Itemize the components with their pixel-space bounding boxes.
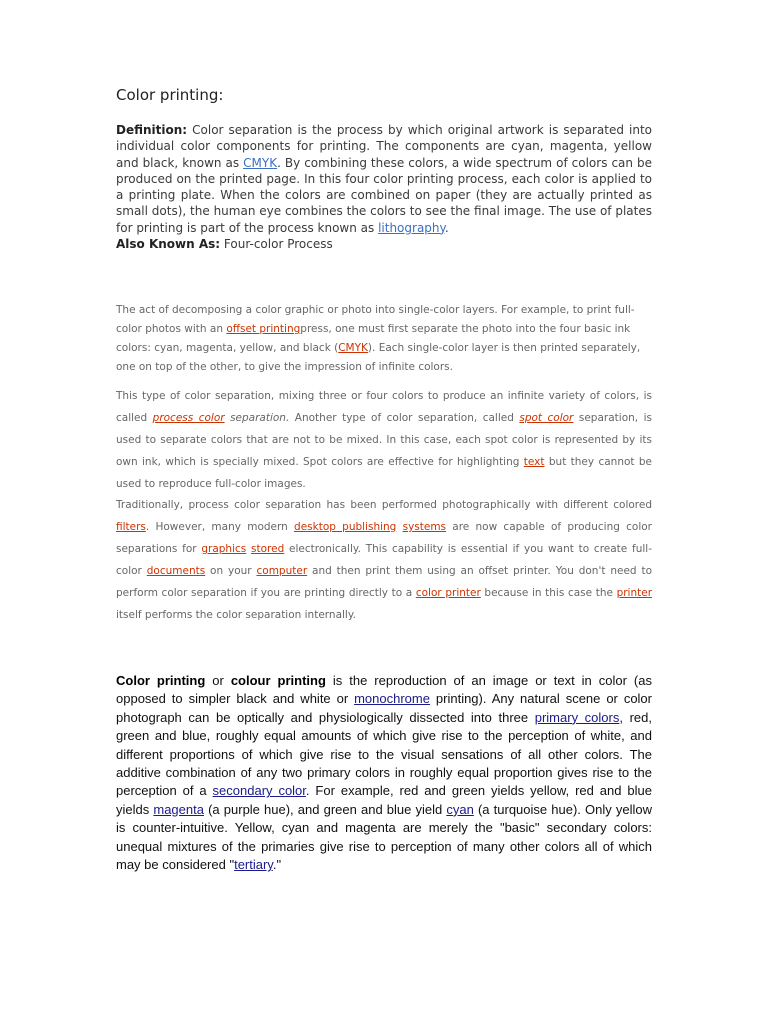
also-known-as [116,236,652,252]
paragraph-text: printing). Any natural scene or color photograph can be optically and physiologically dissected into three [116,691,652,725]
offset-printing-link[interactable]: offset printing [226,323,301,335]
paragraph-text: (a turquoise hue). Only yellow is counter-intuitive. Yellow, cyan and magenta are merely the "basic" secondary colors: unequal mixtures of the primaries give rise to perception of many other colors all of which may be considered " [116,801,652,873]
magenta-link[interactable]: magenta [153,801,204,817]
spot-color-link[interactable] [519,412,573,424]
paragraph-text: Traditionally, process color separation has been performed photographically with different colored [116,499,652,511]
desktop-publishing-link[interactable]: desktop publishing [294,521,397,533]
paragraph-text: The act of decomposing a color graphic or photo into single-color layers. For example, to print full-color photos with an [116,304,635,335]
stored-link[interactable]: stored [251,543,285,555]
paragraph-text: This type of color separation, mixing three or four colors to produce an infinite variety of colors, is called [116,390,652,424]
monochrome-link[interactable]: monochrome [354,691,430,707]
paragraph-text: ). Each single-color layer is then printed separately, one on top of the other, to give the impression of infinite colors. [116,342,641,373]
secondary-color-link[interactable]: secondary color [212,783,306,799]
cyan-link[interactable]: cyan [446,801,474,817]
paragraph-text: separation, is used to separate colors that are not to be mixed. In this case, each spot color is represented by its own ink, which is specially mixed. Spot colors are effective for highlighting [116,412,652,468]
definition-text: . [444,220,449,235]
definition-label: Definition: [116,123,188,137]
term-colour-printing: colour printing [230,673,326,688]
paragraph-text: separation. [224,412,290,424]
paragraph-text: ." [272,857,282,873]
paragraph-text: but they cannot be used to reproduce full-color images. [116,456,652,490]
spot-color-link-text: spot color [519,412,574,424]
paragraph-text: . However, many modern [145,521,295,533]
aka-label: Also Known As: [116,237,221,252]
paragraph-text: itself performs the color separation internally. [116,609,356,621]
definition-text: Color separation is the process by which original artwork is separated into individual color components for printing. The components are cyan, magenta, yellow and black, known as [116,123,652,170]
paragraph-text: Another type of color separation, called [289,412,520,424]
page-title: Color printing: [116,86,224,104]
paragraph-text: are now capable of producing color separations for [116,521,652,555]
cmyk-link-2[interactable]: CMYK [338,342,368,354]
definition-text: . By combining these colors, a wide spectrum of colors can be produced on the printed page. In this four color printing process, each color is applied to a printing plate. When the colors are combined on paper (they are actually printed as small dots), the human eye combines the colors to see the final image. The use of plates for printing is part of the process known as [116,155,652,235]
systems-link[interactable]: systems [402,521,447,533]
computer-link[interactable]: computer [256,565,308,577]
printer-link[interactable]: printer [616,587,653,599]
traditional-separation-paragraph [116,494,652,626]
aka-value: Four-color Process [220,237,333,252]
paragraph-text: , red, green and blue, roughly equal amounts of which give rise to the perception of white, and different proportions of which give rise to the visual sensations of all other colors. The additive combination of any two primary colors in roughly equal proportion gives rise to the perception of a [116,709,653,799]
lithography-link[interactable]: lithography [378,220,445,235]
paragraph-text: is the reproduction of an image or text in color (as opposed to simpler black and white or [116,673,652,707]
separation-types-section [116,385,652,626]
documents-link[interactable]: documents [146,565,206,577]
color-printer-link[interactable]: color printer [415,587,481,599]
paragraph-text: because in this case the [480,587,617,599]
text-link[interactable]: text [523,456,545,468]
primary-colors-link[interactable]: primary colors [534,709,620,725]
term-color-printing: Color printing [116,673,206,688]
paragraph-text: . For example, red and green yields yellow, red and blue yields [116,783,652,817]
process-color-link[interactable] [153,412,225,424]
separation-types-paragraph [116,385,652,495]
definition-section [116,122,652,252]
definition-paragraph [116,122,652,236]
paragraph-text: or [205,673,231,688]
paragraph-text: on your [205,565,257,577]
cmyk-link[interactable]: CMYK [243,155,278,170]
paragraph-text: (a purple hue), and green and blue yield [203,801,447,817]
process-color-link-text: process color [152,412,225,424]
paragraph-text: and then print them using an offset printer. You don't need to perform color separation if you are printing directly to a [116,565,652,599]
filters-link[interactable]: filters [116,521,146,533]
paragraph-text: electronically. This capability is essential if you want to create full-color [116,543,652,577]
decomposition-paragraph [116,301,652,377]
paragraph-text: press, one must first separate the photo into the four basic ink colors: cyan, magenta, yellow, and black ( [116,323,631,354]
graphics-link[interactable]: graphics [201,543,247,555]
color-printing-paragraph [116,672,652,874]
tertiary-link[interactable]: tertiary [234,857,273,873]
